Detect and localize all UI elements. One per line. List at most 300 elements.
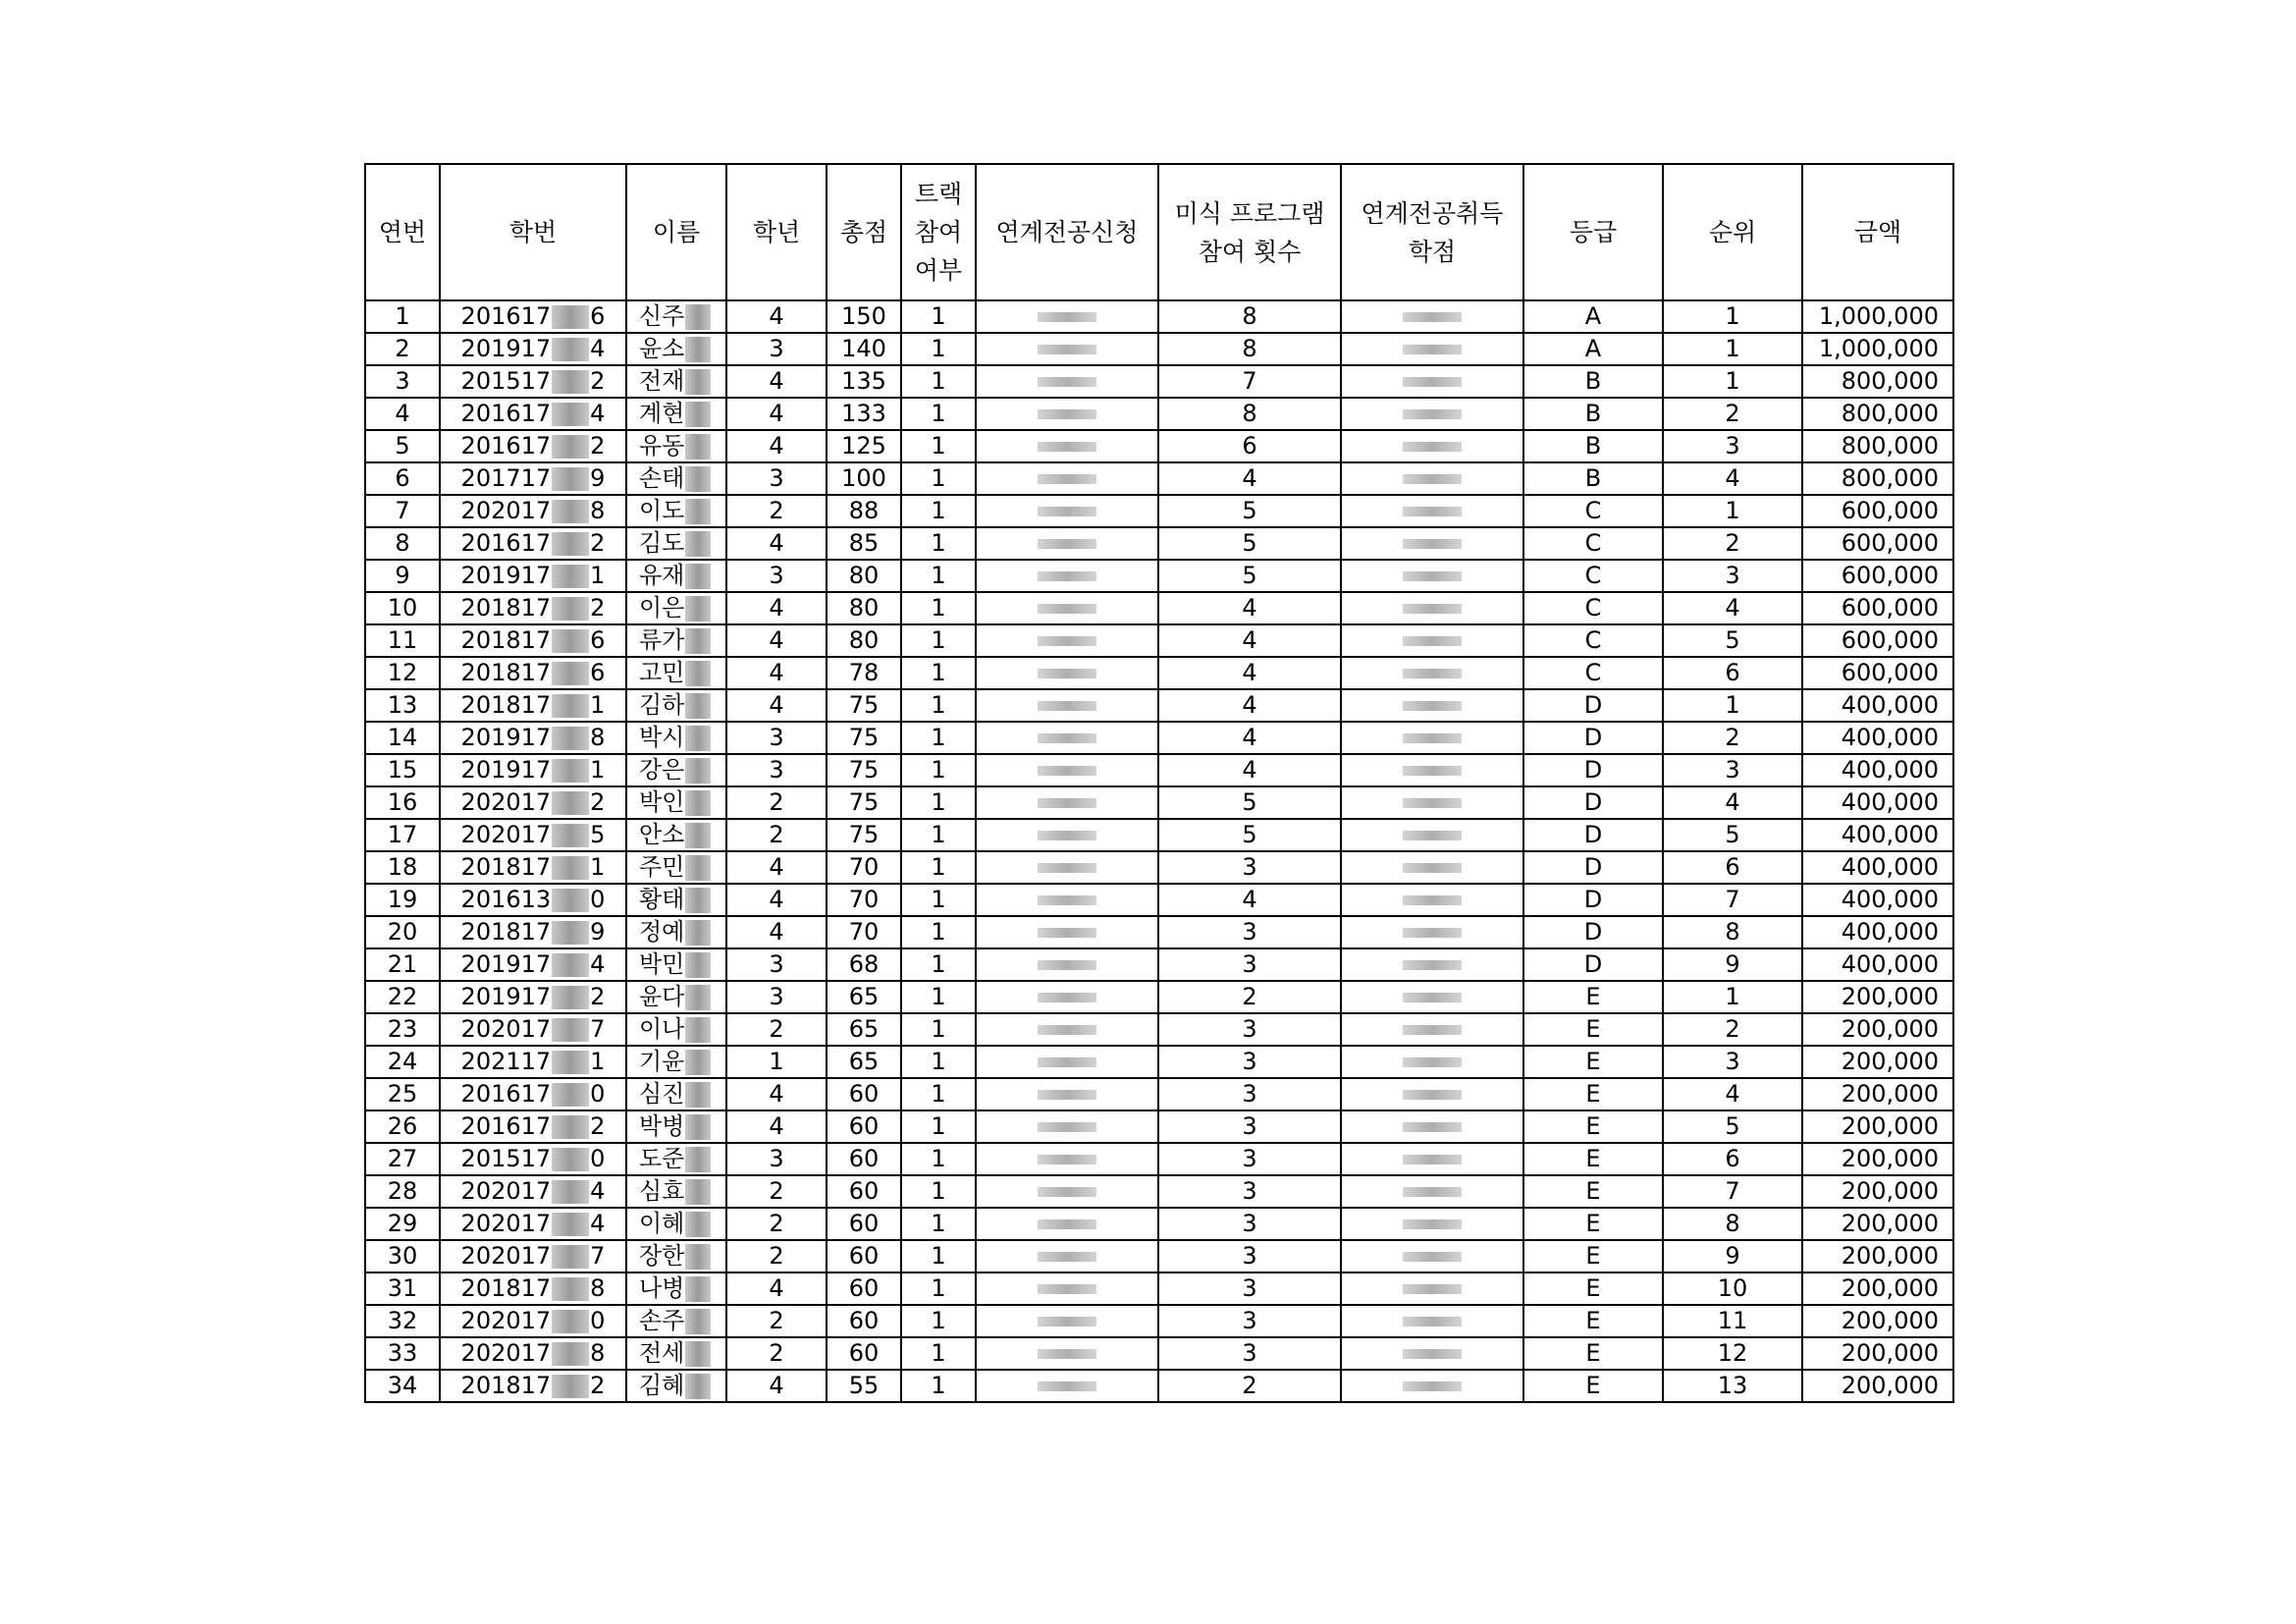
cell-grade-year: 2: [726, 1175, 827, 1208]
table-row: [365, 300, 1953, 333]
cell-grade-year: 3: [726, 560, 827, 592]
cell-linked-major-credits: [1341, 333, 1523, 365]
redacted-block: [1403, 863, 1462, 873]
cell-no: 16: [365, 786, 440, 819]
redacted-block: [1038, 474, 1096, 484]
cell-rank-grade: D: [1523, 884, 1663, 916]
cell-grade-year: 4: [726, 430, 827, 462]
cell-grade-year: 4: [726, 527, 827, 560]
redacted-block: [552, 338, 589, 361]
cell-linked-major-credits: [1341, 916, 1523, 948]
cell-linked-major-apply: [976, 1272, 1158, 1305]
redacted-block: [1038, 928, 1096, 938]
cell-linked-major-credits: [1341, 1110, 1523, 1143]
cell-rank-grade: D: [1523, 722, 1663, 754]
student-name: 윤다: [639, 983, 685, 1010]
redacted-block: [1403, 442, 1462, 452]
cell-rank-grade: C: [1523, 657, 1663, 689]
cell-name: [626, 560, 726, 592]
cell-linked-major-credits: [1341, 722, 1523, 754]
student-id-suffix: 6: [590, 659, 606, 686]
cell-linked-major-credits: [1341, 689, 1523, 722]
redacted-block: [552, 1083, 589, 1107]
cell-amount: 600,000: [1802, 560, 1953, 592]
student-name: 주민: [639, 853, 685, 881]
table-row: [365, 1143, 1953, 1175]
cell-track: 1: [901, 916, 976, 948]
student-id-suffix: 8: [590, 724, 606, 751]
redacted-block: [685, 1082, 711, 1108]
cell-program-count: 5: [1158, 527, 1341, 560]
cell-amount: 400,000: [1802, 722, 1953, 754]
student-name: 손태: [639, 464, 685, 492]
cell-rank: 1: [1663, 981, 1802, 1013]
cell-track: 1: [901, 300, 976, 333]
cell-linked-major-credits: [1341, 365, 1523, 398]
cell-linked-major-credits: [1341, 1143, 1523, 1175]
cell-amount: 200,000: [1802, 1078, 1953, 1110]
student-id-suffix: 0: [590, 1307, 606, 1334]
header-linked-major-apply: 연계전공신청: [976, 164, 1158, 300]
cell-track: 1: [901, 1240, 976, 1272]
cell-rank-grade: E: [1523, 1337, 1663, 1370]
student-id-suffix: 7: [590, 1015, 606, 1043]
table-row: [365, 624, 1953, 657]
cell-rank: 2: [1663, 1013, 1802, 1046]
student-name: 고민: [639, 659, 685, 686]
cell-total: 60: [827, 1305, 901, 1337]
table-row: [365, 1013, 1953, 1046]
cell-linked-major-apply: [976, 527, 1158, 560]
cell-student-id: [440, 592, 626, 624]
redacted-block: [1038, 1252, 1096, 1262]
cell-program-count: 8: [1158, 300, 1341, 333]
cell-no: 22: [365, 981, 440, 1013]
student-id-suffix: 1: [590, 691, 606, 719]
redacted-block: [1403, 345, 1462, 354]
table-row: [365, 884, 1953, 916]
student-id-suffix: 4: [590, 400, 606, 427]
cell-no: 30: [365, 1240, 440, 1272]
cell-rank: 6: [1663, 657, 1802, 689]
redacted-block: [1038, 1057, 1096, 1067]
cell-total: 75: [827, 722, 901, 754]
redacted-block: [685, 758, 711, 784]
table-row: [365, 1046, 1953, 1078]
cell-linked-major-credits: [1341, 786, 1523, 819]
cell-amount: 400,000: [1802, 754, 1953, 786]
table-row: [365, 851, 1953, 884]
cell-track: 1: [901, 981, 976, 1013]
cell-grade-year: 2: [726, 819, 827, 851]
cell-amount: 400,000: [1802, 786, 1953, 819]
cell-linked-major-credits: [1341, 1370, 1523, 1402]
redacted-block: [552, 597, 589, 621]
cell-total: 55: [827, 1370, 901, 1402]
cell-track: 1: [901, 754, 976, 786]
cell-track: 1: [901, 398, 976, 430]
redacted-block: [685, 1114, 711, 1140]
cell-amount: 200,000: [1802, 1013, 1953, 1046]
redacted-block: [685, 790, 711, 816]
cell-linked-major-apply: [976, 786, 1158, 819]
redacted-block: [1403, 507, 1462, 516]
cell-rank-grade: E: [1523, 1143, 1663, 1175]
redacted-block: [552, 370, 589, 394]
cell-rank-grade: E: [1523, 1110, 1663, 1143]
cell-rank-grade: B: [1523, 398, 1663, 430]
cell-total: 75: [827, 689, 901, 722]
table-row: [365, 592, 1953, 624]
student-id-prefix: 201617: [460, 1080, 552, 1108]
cell-no: 15: [365, 754, 440, 786]
student-id-prefix: 201917: [460, 950, 552, 978]
cell-linked-major-credits: [1341, 1208, 1523, 1240]
student-id-prefix: 201717: [460, 464, 552, 492]
student-id-suffix: 6: [590, 302, 606, 330]
student-id-suffix: 2: [590, 367, 606, 395]
cell-program-count: 3: [1158, 1305, 1341, 1337]
student-name: 손주: [639, 1307, 685, 1334]
redacted-block: [1038, 442, 1096, 452]
student-id-suffix: 1: [590, 756, 606, 784]
cell-rank: 2: [1663, 398, 1802, 430]
student-id-suffix: 4: [590, 1210, 606, 1237]
cell-grade-year: 2: [726, 1337, 827, 1370]
table-row: [365, 430, 1953, 462]
cell-linked-major-credits: [1341, 624, 1523, 657]
cell-amount: 600,000: [1802, 527, 1953, 560]
cell-total: 80: [827, 592, 901, 624]
redacted-block: [552, 1115, 589, 1139]
cell-rank: 3: [1663, 754, 1802, 786]
cell-name: [626, 527, 726, 560]
cell-linked-major-apply: [976, 948, 1158, 981]
redacted-block: [1038, 798, 1096, 808]
cell-grade-year: 3: [726, 722, 827, 754]
redacted-block: [552, 889, 589, 912]
cell-rank-grade: D: [1523, 786, 1663, 819]
cell-rank-grade: C: [1523, 592, 1663, 624]
table-row: [365, 1110, 1953, 1143]
redacted-block: [1038, 669, 1096, 678]
cell-grade-year: 4: [726, 1272, 827, 1305]
cell-grade-year: 2: [726, 1305, 827, 1337]
cell-student-id: [440, 1208, 626, 1240]
cell-total: 65: [827, 1013, 901, 1046]
student-id-suffix: 2: [590, 529, 606, 557]
cell-student-id: [440, 430, 626, 462]
cell-student-id: [440, 722, 626, 754]
cell-no: 13: [365, 689, 440, 722]
cell-no: 27: [365, 1143, 440, 1175]
redacted-block: [685, 888, 711, 913]
cell-student-id: [440, 689, 626, 722]
cell-total: 60: [827, 1240, 901, 1272]
cell-linked-major-credits: [1341, 981, 1523, 1013]
student-name: 정예: [639, 918, 685, 946]
header-track-line2: 참여: [914, 218, 963, 246]
student-id-prefix: 201617: [460, 400, 552, 427]
header-rank-grade: 등급: [1523, 164, 1663, 300]
cell-total: 133: [827, 398, 901, 430]
cell-grade-year: 4: [726, 657, 827, 689]
redacted-block: [1038, 1219, 1096, 1229]
cell-grade-year: 4: [726, 624, 827, 657]
cell-linked-major-credits: [1341, 398, 1523, 430]
table-row: [365, 527, 1953, 560]
student-id-suffix: 0: [590, 1080, 606, 1108]
redacted-block: [552, 1051, 589, 1074]
redacted-block: [685, 1374, 711, 1399]
student-id-suffix: 2: [590, 788, 606, 816]
cell-amount: 800,000: [1802, 398, 1953, 430]
cell-rank: 12: [1663, 1337, 1802, 1370]
cell-amount: 200,000: [1802, 1240, 1953, 1272]
cell-linked-major-apply: [976, 398, 1158, 430]
cell-program-count: 4: [1158, 657, 1341, 689]
cell-name: [626, 689, 726, 722]
cell-linked-major-apply: [976, 624, 1158, 657]
redacted-block: [552, 467, 589, 491]
cell-program-count: 5: [1158, 819, 1341, 851]
cell-program-count: 5: [1158, 786, 1341, 819]
cell-name: [626, 981, 726, 1013]
cell-amount: 200,000: [1802, 1208, 1953, 1240]
cell-name: [626, 365, 726, 398]
student-name: 심진: [639, 1080, 685, 1108]
redacted-block: [552, 1375, 589, 1398]
cell-amount: 600,000: [1802, 495, 1953, 527]
student-name: 신주: [639, 302, 685, 330]
student-name: 류가: [639, 626, 685, 654]
cell-track: 1: [901, 592, 976, 624]
cell-program-count: 3: [1158, 1110, 1341, 1143]
cell-amount: 400,000: [1802, 948, 1953, 981]
student-id-suffix: 9: [590, 464, 606, 492]
cell-program-count: 3: [1158, 948, 1341, 981]
cell-amount: 200,000: [1802, 1046, 1953, 1078]
cell-student-id: [440, 819, 626, 851]
student-id-suffix: 7: [590, 1242, 606, 1270]
cell-track: 1: [901, 1272, 976, 1305]
redacted-block: [1038, 636, 1096, 646]
table-row: [365, 948, 1953, 981]
cell-name: [626, 851, 726, 884]
redacted-block: [685, 596, 711, 622]
redacted-block: [685, 434, 711, 460]
cell-total: 60: [827, 1110, 901, 1143]
redacted-block: [1038, 960, 1096, 970]
table-row: [365, 1272, 1953, 1305]
table-row: [365, 495, 1953, 527]
cell-total: 78: [827, 657, 901, 689]
cell-total: 60: [827, 1208, 901, 1240]
redacted-block: [1038, 409, 1096, 419]
cell-track: 1: [901, 560, 976, 592]
student-id-suffix: 0: [590, 1145, 606, 1172]
redacted-block: [552, 1310, 589, 1333]
cell-program-count: 4: [1158, 462, 1341, 495]
cell-rank: 9: [1663, 948, 1802, 981]
redacted-block: [552, 921, 589, 945]
header-track-line1: 트랙: [914, 180, 963, 208]
redacted-block: [1038, 345, 1096, 354]
redacted-block: [1038, 1090, 1096, 1100]
cell-linked-major-apply: [976, 1208, 1158, 1240]
student-id-prefix: 202017: [460, 1015, 552, 1043]
cell-program-count: 3: [1158, 1078, 1341, 1110]
cell-grade-year: 4: [726, 851, 827, 884]
student-id-prefix: 201917: [460, 724, 552, 751]
cell-student-id: [440, 1337, 626, 1370]
redacted-block: [685, 1341, 711, 1367]
cell-linked-major-apply: [976, 657, 1158, 689]
cell-rank-grade: E: [1523, 1013, 1663, 1046]
cell-name: [626, 1046, 726, 1078]
cell-student-id: [440, 1143, 626, 1175]
redacted-block: [552, 1213, 589, 1236]
header-amount: 금액: [1802, 164, 1953, 300]
cell-amount: 800,000: [1802, 430, 1953, 462]
cell-no: 18: [365, 851, 440, 884]
table-body: [365, 300, 1953, 1402]
cell-amount: 800,000: [1802, 365, 1953, 398]
cell-linked-major-apply: [976, 560, 1158, 592]
redacted-block: [1403, 701, 1462, 711]
cell-linked-major-credits: [1341, 1175, 1523, 1208]
cell-track: 1: [901, 1175, 976, 1208]
cell-linked-major-credits: [1341, 1240, 1523, 1272]
cell-rank-grade: E: [1523, 981, 1663, 1013]
redacted-block: [552, 500, 589, 523]
cell-linked-major-apply: [976, 1110, 1158, 1143]
student-id-suffix: 8: [590, 497, 606, 524]
student-id-prefix: 202117: [460, 1048, 552, 1075]
student-id-suffix: 4: [590, 1177, 606, 1205]
table-row: [365, 1370, 1953, 1402]
cell-track: 1: [901, 1078, 976, 1110]
cell-total: 80: [827, 624, 901, 657]
cell-rank: 10: [1663, 1272, 1802, 1305]
redacted-block: [685, 369, 711, 395]
cell-student-id: [440, 851, 626, 884]
redacted-block: [685, 693, 711, 719]
cell-rank: 8: [1663, 916, 1802, 948]
redacted-block: [1403, 1219, 1462, 1229]
cell-no: 29: [365, 1208, 440, 1240]
cell-no: 28: [365, 1175, 440, 1208]
table-row: [365, 365, 1953, 398]
redacted-block: [1038, 863, 1096, 873]
redacted-block: [552, 435, 589, 459]
cell-no: 9: [365, 560, 440, 592]
cell-program-count: 3: [1158, 1046, 1341, 1078]
cell-rank-grade: C: [1523, 527, 1663, 560]
cell-rank-grade: B: [1523, 430, 1663, 462]
cell-student-id: [440, 1370, 626, 1402]
student-id-prefix: 201817: [460, 918, 552, 946]
cell-student-id: [440, 1013, 626, 1046]
cell-grade-year: 2: [726, 1240, 827, 1272]
cell-name: [626, 948, 726, 981]
cell-total: 68: [827, 948, 901, 981]
cell-student-id: [440, 300, 626, 333]
cell-student-id: [440, 333, 626, 365]
student-name: 안소: [639, 821, 685, 848]
cell-rank: 3: [1663, 1046, 1802, 1078]
cell-total: 60: [827, 1175, 901, 1208]
cell-amount: 400,000: [1802, 884, 1953, 916]
table-row: [365, 462, 1953, 495]
redacted-block: [685, 1212, 711, 1237]
header-program-count: [1158, 164, 1341, 300]
cell-amount: 200,000: [1802, 1175, 1953, 1208]
cell-track: 1: [901, 1370, 976, 1402]
redacted-block: [1403, 993, 1462, 1002]
cell-student-id: [440, 657, 626, 689]
redacted-block: [552, 1180, 589, 1204]
student-name: 김혜: [639, 1372, 685, 1399]
table-row: [365, 333, 1953, 365]
student-id-prefix: 201817: [460, 659, 552, 686]
cell-rank: 5: [1663, 624, 1802, 657]
student-id-prefix: 201817: [460, 594, 552, 622]
redacted-block: [1403, 1381, 1462, 1391]
redacted-block: [1038, 1381, 1096, 1391]
cell-track: 1: [901, 1337, 976, 1370]
redacted-block: [552, 824, 589, 847]
cell-amount: 1,000,000: [1802, 333, 1953, 365]
cell-student-id: [440, 1046, 626, 1078]
cell-rank: 7: [1663, 1175, 1802, 1208]
cell-rank: 5: [1663, 819, 1802, 851]
cell-linked-major-credits: [1341, 948, 1523, 981]
cell-linked-major-apply: [976, 462, 1158, 495]
cell-rank: 2: [1663, 722, 1802, 754]
redacted-block: [685, 304, 711, 330]
cell-linked-major-credits: [1341, 1305, 1523, 1337]
cell-name: [626, 462, 726, 495]
redacted-block: [1403, 1025, 1462, 1035]
cell-total: 150: [827, 300, 901, 333]
cell-no: 21: [365, 948, 440, 981]
redacted-block: [1403, 831, 1462, 840]
redacted-block: [552, 856, 589, 880]
cell-no: 26: [365, 1110, 440, 1143]
cell-linked-major-apply: [976, 1143, 1158, 1175]
cell-no: 31: [365, 1272, 440, 1305]
cell-linked-major-apply: [976, 1337, 1158, 1370]
cell-total: 70: [827, 851, 901, 884]
student-id-prefix: 201917: [460, 335, 552, 362]
cell-program-count: 2: [1158, 981, 1341, 1013]
redacted-block: [1403, 636, 1462, 646]
cell-program-count: 4: [1158, 624, 1341, 657]
student-name: 계현: [639, 400, 685, 427]
student-id-suffix: 2: [590, 1372, 606, 1399]
cell-track: 1: [901, 689, 976, 722]
cell-rank-grade: E: [1523, 1175, 1663, 1208]
student-name: 박민: [639, 950, 685, 978]
cell-total: 75: [827, 786, 901, 819]
cell-rank-grade: E: [1523, 1078, 1663, 1110]
student-id-prefix: 202017: [460, 788, 552, 816]
cell-name: [626, 430, 726, 462]
cell-no: 3: [365, 365, 440, 398]
cell-name: [626, 1208, 726, 1240]
cell-total: 88: [827, 495, 901, 527]
